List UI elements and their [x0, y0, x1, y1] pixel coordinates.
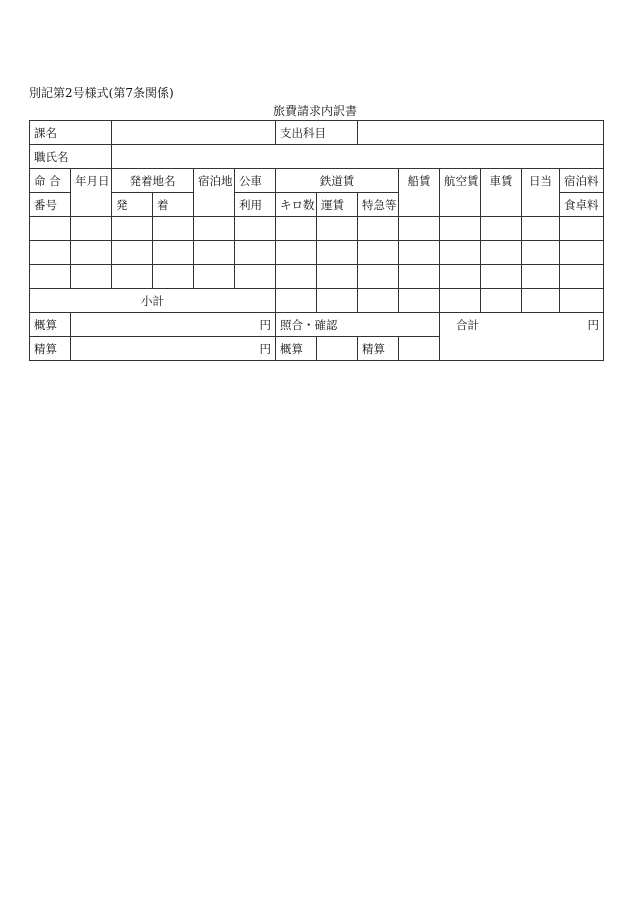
subtotal-cell[interactable]: [522, 289, 560, 313]
cell[interactable]: [112, 265, 153, 289]
cell[interactable]: [317, 217, 358, 241]
subtotal-cell[interactable]: [358, 289, 399, 313]
name-label: 職氏名: [30, 145, 112, 169]
table-row: [30, 241, 604, 265]
cell[interactable]: [30, 241, 71, 265]
cell[interactable]: [112, 217, 153, 241]
cell[interactable]: [358, 265, 399, 289]
verify-estimate-field[interactable]: [317, 337, 358, 361]
cell[interactable]: [317, 265, 358, 289]
cell[interactable]: [317, 241, 358, 265]
cell[interactable]: [235, 217, 276, 241]
total-label: 合計: [456, 318, 479, 332]
cell[interactable]: [440, 265, 481, 289]
col-railway: 鉄道賃: [276, 169, 399, 193]
cell[interactable]: [235, 265, 276, 289]
subtotal-cell[interactable]: [317, 289, 358, 313]
cell[interactable]: [71, 217, 112, 241]
estimate-label: 概算: [30, 313, 71, 337]
total-cell[interactable]: [440, 313, 604, 361]
subtotal-cell[interactable]: [560, 289, 604, 313]
cell[interactable]: [560, 241, 604, 265]
col-lodging-fee-2: 食卓料: [560, 193, 604, 217]
col-order-no-2: 番号: [30, 193, 71, 217]
cell[interactable]: [71, 265, 112, 289]
estimate-amount[interactable]: 円: [71, 313, 276, 337]
cell[interactable]: [399, 265, 440, 289]
total-yen: 円: [587, 318, 599, 332]
col-railway-fare: 運賃: [317, 193, 358, 217]
cell[interactable]: [194, 265, 235, 289]
cell[interactable]: [481, 265, 522, 289]
cell[interactable]: [522, 241, 560, 265]
account-label: 支出科目: [276, 121, 358, 145]
cell[interactable]: [481, 241, 522, 265]
account-field[interactable]: [358, 121, 604, 145]
verify-settlement-field[interactable]: [399, 337, 440, 361]
cell[interactable]: [194, 241, 235, 265]
cell[interactable]: [30, 217, 71, 241]
cell[interactable]: [112, 241, 153, 265]
cell[interactable]: [194, 217, 235, 241]
cell[interactable]: [358, 217, 399, 241]
cell[interactable]: [560, 265, 604, 289]
cell[interactable]: [71, 241, 112, 265]
name-field[interactable]: [112, 145, 604, 169]
cell[interactable]: [153, 265, 194, 289]
col-official-car-2: 利用: [235, 193, 276, 217]
col-lodging-fee-1: 宿泊料: [560, 169, 604, 193]
col-route-arrive: 着: [153, 193, 194, 217]
cell[interactable]: [30, 265, 71, 289]
subtotal-cell[interactable]: [481, 289, 522, 313]
col-route: 発着地名: [112, 169, 194, 193]
cell[interactable]: [276, 241, 317, 265]
table-row: [30, 217, 604, 241]
cell[interactable]: [522, 217, 560, 241]
travel-expense-table: [29, 120, 604, 361]
cell[interactable]: [358, 241, 399, 265]
verify-label: 照合・確認: [276, 313, 440, 337]
col-lodging-place: 宿泊地: [194, 169, 235, 217]
col-railway-km: キロ数: [276, 193, 317, 217]
settlement-amount[interactable]: 円: [71, 337, 276, 361]
verify-settlement-label: 精算: [358, 337, 399, 361]
col-car: 車賃: [481, 169, 522, 217]
col-railway-express: 特急等: [358, 193, 399, 217]
col-air: 航空賃: [440, 169, 481, 217]
col-official-car-1: 公車: [235, 169, 276, 193]
col-ship: 船賃: [399, 169, 440, 217]
cell[interactable]: [440, 217, 481, 241]
verify-estimate-label: 概算: [276, 337, 317, 361]
subtotal-cell[interactable]: [276, 289, 317, 313]
cell[interactable]: [153, 217, 194, 241]
cell[interactable]: [560, 217, 604, 241]
form-number: 別記第2号様式(第7条関係): [29, 86, 174, 100]
col-daily: 日当: [522, 169, 560, 217]
subtotal-label: 小計: [30, 289, 276, 313]
form-title: 旅費請求内訳書: [272, 104, 357, 118]
settlement-label: 精算: [30, 337, 71, 361]
section-field[interactable]: [112, 121, 276, 145]
cell[interactable]: [153, 241, 194, 265]
cell[interactable]: [440, 241, 481, 265]
col-route-depart: 発: [112, 193, 153, 217]
cell[interactable]: [481, 217, 522, 241]
subtotal-cell[interactable]: [440, 289, 481, 313]
section-label: 課名: [30, 121, 112, 145]
subtotal-row: [30, 289, 604, 313]
subtotal-cell[interactable]: [399, 289, 440, 313]
table-row: [30, 265, 604, 289]
cell[interactable]: [276, 217, 317, 241]
cell[interactable]: [399, 217, 440, 241]
cell[interactable]: [522, 265, 560, 289]
col-order-no-1: 命 合: [30, 169, 71, 193]
cell[interactable]: [235, 241, 276, 265]
cell[interactable]: [399, 241, 440, 265]
cell[interactable]: [276, 265, 317, 289]
col-date: 年月日: [71, 169, 112, 217]
